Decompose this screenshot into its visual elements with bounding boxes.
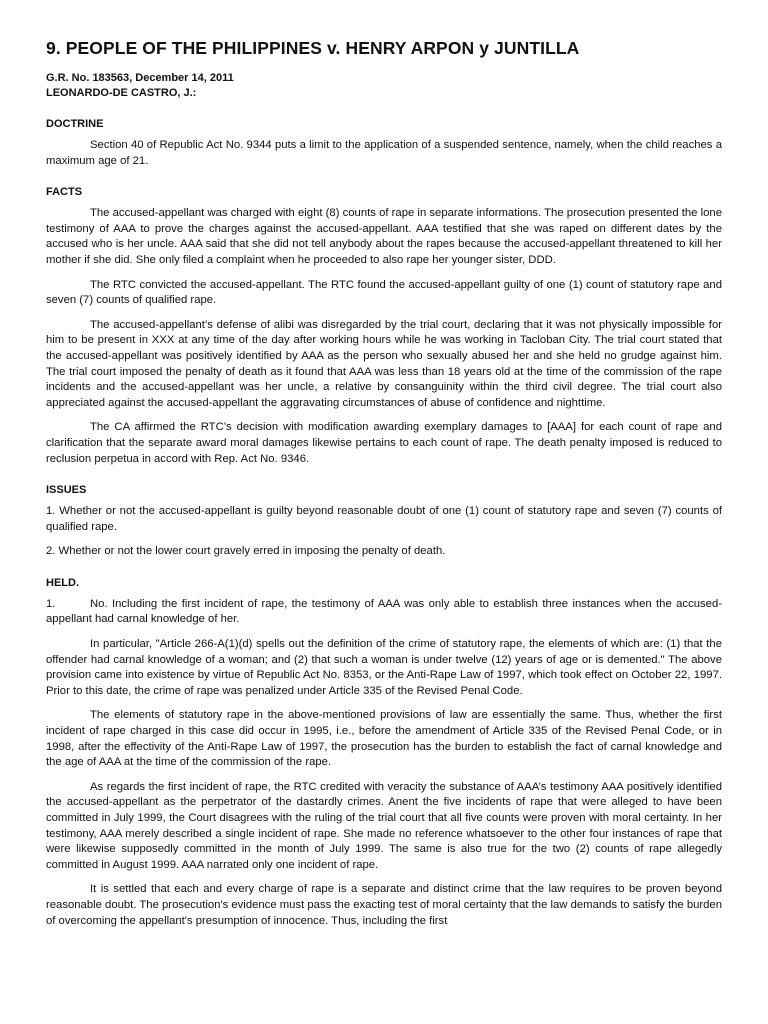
issue-item: 2. Whether or not the lower court gravely erred in imposing the penalty of death. bbox=[46, 545, 446, 558]
issue-item: 1. Whether or not the accused-appellant is guilty beyond reasonable doubt of one (1) count of statutory rape and seven (7) counts of qualified rape. bbox=[46, 505, 722, 533]
case-title: 9. PEOPLE OF THE PHILIPPINES v. HENRY ARPON y JUNTILLA bbox=[46, 38, 580, 58]
held-paragraph: It is settled that each and every charge of rape is a separate and distinct crime that the law requires to be proven beyond reasonable doubt. The prosecution's evidence must pass the exacting test of moral certainty that the law demands to satisfy the burden of overcoming the appellant's presumption of innocence. Thus, including the first bbox=[46, 883, 722, 927]
held-item-text: No. Including the first incident of rape, the testimony of AAA was only able to establish three instances when the accused-appellant had carnal knowledge of her. bbox=[46, 597, 722, 626]
doctrine-heading: DOCTRINE bbox=[46, 118, 104, 130]
held-item bbox=[46, 597, 722, 628]
facts-paragraph: The CA affirmed the RTC’s decision with modification awarding exemplary damages to [AAA] for each count of rape and clarification that the separate award moral damages likewise pertains to each count of rape. The death penalty imposed is reduced to reclusion perpetua in accord with Rep. Act No. 9346. bbox=[46, 421, 722, 465]
held-heading: HELD. bbox=[46, 576, 79, 589]
facts-heading: FACTS bbox=[46, 186, 83, 199]
held-paragraph: As regards the first incident of rape, the RTC credited with veracity the substance of AAA’s testimony AAA positively identified the accused-appellant as the perpetrator of the dastardly crimes. Anent the five incidents of rape that were alleged to have been committed in July 1999, the Court disagrees with the ruling of the trial court that all five counts were proven with moral certainty. In her testimony, AAA merely described a single incident of rape. She made no reference whatsoever to the other four instances of rape that were likewise supposedly committed in the month of July 1999. The same is also true for the two (2) counts of rape allegedly committed in August 1999. AAA narrated only one incident of rape. bbox=[46, 780, 722, 871]
case-number: G.R. No. 183563, December 14, 2011 bbox=[46, 72, 234, 84]
facts-paragraph: The accused-appellant was charged with eight (8) counts of rape in separate informations. The prosecution presented the lone testimony of AAA to prove the charges against the accused-appellant. AAA testified that she was raped on different dates by the accused who is her uncle. AAA said that she did not tell anybody about the rapes because the accused-appellant threatened to kill her mother if she did. She only filed a complaint when he proceeded to also rape her younger sister, DDD. bbox=[46, 207, 722, 266]
doctrine-paragraph: Section 40 of Republic Act No. 9344 puts a limit to the application of a suspended sentence, namely, when the child reaches a maximum age of 21. bbox=[46, 139, 722, 167]
facts-paragraph: The RTC convicted the accused-appellant. The RTC found the accused-appellant guilty of one (1) count of statutory rape and seven (7) counts of qualified rape. bbox=[46, 278, 722, 307]
facts-paragraph: The accused-appellant’s defense of alibi was disregarded by the trial court, declaring that it was not physically impossible for him to be present in XXX at any time of the day after working hours while he was working in Tacloban City. The trial court stated that the accused-appellant was positively identified by AAA as the person who sexually abused her and she held no grudge against him. The trial court imposed the penalty of death as it found that AAA was less than 18 years old at the time of the commission of the rape incidents and the accused-appellant was her uncle, a relative by consanguinity within the third civil degree. The trial court also appreciated against the accused-appellant the aggravating circumstances of abuse of confidence and nighttime. bbox=[46, 318, 722, 409]
held-item-number: 1. bbox=[46, 597, 56, 610]
held-paragraph: The elements of statutory rape in the above-mentioned provisions of law are essentially the same. Thus, whether the first incident of rape charged in this case did occur in 1995, i.e., before the amendment of Article 335 of the Revised Penal Code, or in 1998, after the effectivity of the Anti-Rape Law of 1997, the prosecution has the burden to establish the fact of carnal knowledge and the age of AAA at the time of the commission of the rape. bbox=[46, 709, 722, 769]
held-paragraph: In particular, "Article 266-A(1)(d) spells out the definition of the crime of statutory rape, the elements of which are: (1) that the offender had carnal knowledge of a woman; and (2) that such a woman is under twelve (12) years of age or is demented." The above provision came into existence by virtue of Republic Act No. 8353, or the Anti-Rape Law of 1997, which took effect on October 22, 1997. Prior to this date, the crime of rape was penalized under Article 335 of the Revised Penal Code. bbox=[46, 638, 722, 697]
issues-heading: ISSUES bbox=[46, 484, 87, 497]
ponente: LEONARDO-DE CASTRO, J.: bbox=[46, 87, 197, 99]
